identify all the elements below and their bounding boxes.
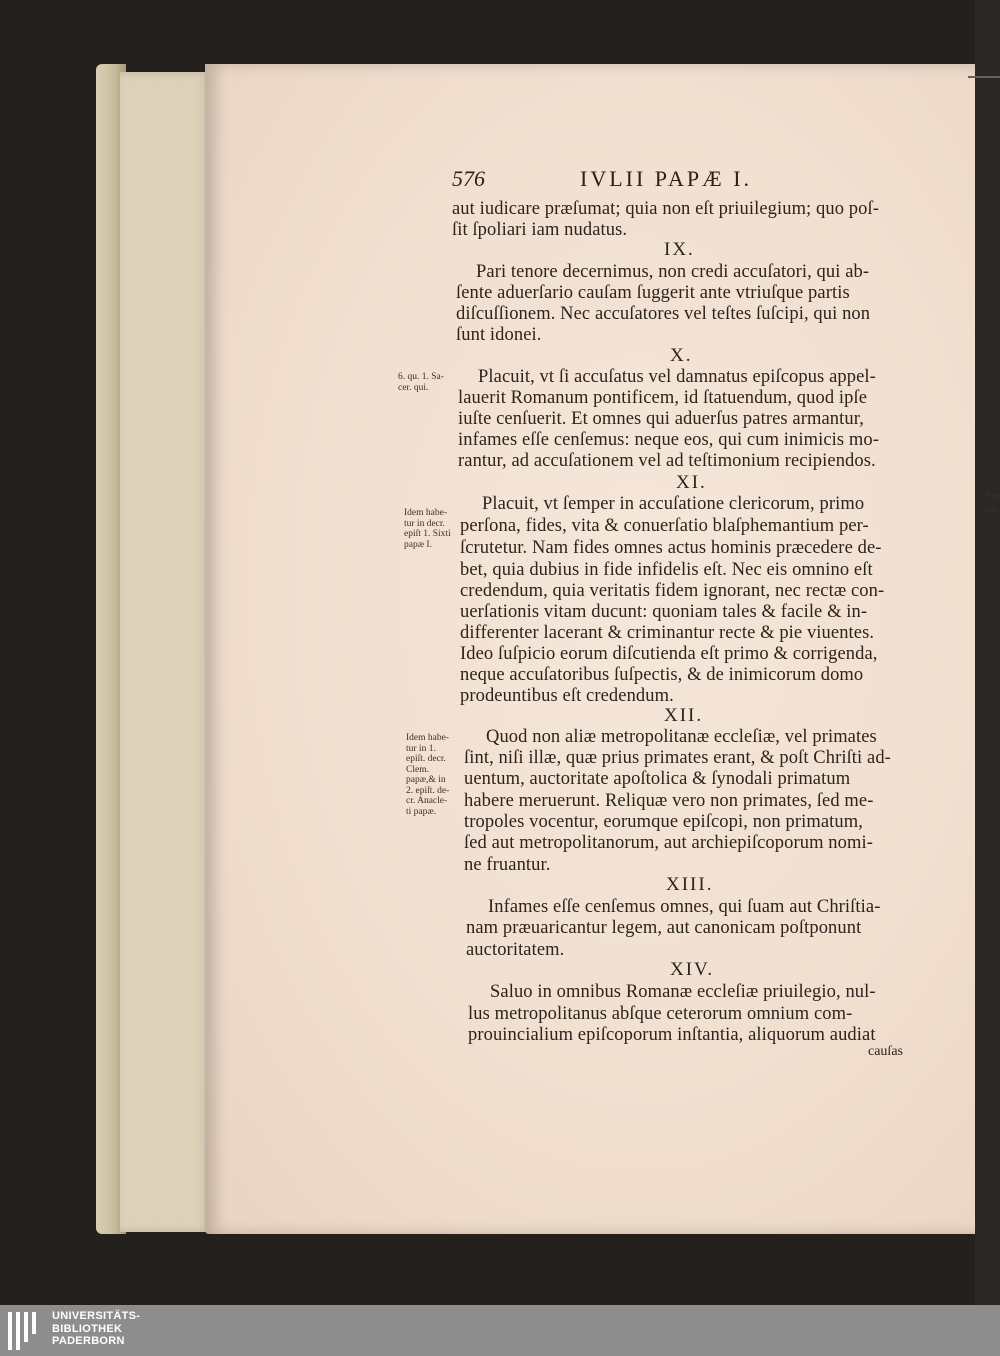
section-numeral: X. [670,345,693,366]
adjacent-fragment-line: *ro [986,492,1000,502]
body-line: rantur, ad accuſationem vel ad teſtimonium recipiendos. [458,451,876,471]
section-numeral: IX. [664,239,695,260]
body-line: Saluo in omnibus Romanæ eccleſiæ priuilegio, nul- [490,982,876,1002]
margin-note [406,733,449,817]
section-numeral: XIII. [666,874,714,895]
adjacent-page-fragment [986,490,1000,518]
body-line: differenter lacerant & criminantur recte & pie viuentes. [460,623,875,643]
body-line: prodeuntibus eſt credendum. [460,686,674,706]
body-line: habere meruerunt. Reliquæ vero non primates, ſed me- [464,791,874,811]
margin-note-line: ti papæ. [406,806,437,817]
body-line: lauerit Romanum pontificem, id ſtatuendum, quod ipſe [458,388,868,408]
body-line: prouincialium epiſcoporum inſtantia, aliquorum audiat [468,1025,876,1045]
margin-note-line: Idem habe- [406,733,449,743]
body-line: Infames eſſe cenſemus omnes, qui ſuam aut Chriſtia- [488,897,881,917]
catchword: cauſas [868,1044,903,1059]
margin-note [398,372,444,393]
body-line: Quod non aliæ metropolitanæ eccleſiæ, vel primates [486,727,877,747]
body-line: credendum, quia veritatis fidem ignorant, nec rectæ con- [460,581,885,601]
margin-note [404,508,451,550]
page-top-rule [968,76,1000,78]
body-line: ſit ſpoliari iam nudatus. [452,220,628,240]
library-logo-icon [8,1312,44,1350]
body-line: bet, quia dubius in fide infidelis eſt. Nec eis omnino eſt [460,560,873,580]
body-line: auctoritatem. [466,940,565,960]
margin-note-line: 6. qu. 1. Sa- [398,372,444,382]
body-line: tropoles vocentur, eorumque epiſcopi, non primatum, [464,812,863,832]
page-edges [120,72,212,1232]
body-line: uentum, auctoritate apoſtolica & ſynodali primatum [464,769,851,789]
margin-note-line: epiſt. decr. [406,754,446,764]
body-line: ſcrutetur. Nam fides omnes actus hominis præcedere de- [460,538,882,558]
margin-note-line: cr. Anacle- [406,796,448,806]
library-name-line: UNIVERSITÄTS- [52,1310,141,1322]
body-line: neque accuſatoribus ſuſpectis, & de inimicorum domo [460,665,864,685]
body-line: Pari tenore decernimus, non credi accuſatori, qui ab- [476,262,870,282]
section-numeral: XI. [676,472,707,493]
body-line: diſcuſſionem. Nec accuſatores vel teſtes ſuſcipi, qui non [456,304,871,324]
margin-note-line: epiſt 1. Sixti [404,529,451,539]
body-line: nam præuaricantur legem, aut canonicam poſtponunt [466,918,862,938]
margin-note-line: tur in 1. [406,743,436,754]
margin-note-line: Idem habe- [404,508,447,518]
page-number: 576 [452,166,485,191]
section-numeral: XII. [664,705,704,726]
margin-note-line: cer. qui. [398,382,429,393]
section-numeral: XIV. [670,959,715,980]
body-line: ne fruantur. [464,855,551,875]
running-header [452,166,912,196]
body-line: ſente aduerſario cauſam ſuggerit ante vtriuſque partis [456,283,850,303]
library-name-line: BIBLIOTHEK [52,1322,123,1335]
body-line: ſunt idonei. [456,325,542,345]
margin-note-line: Clem. [406,764,429,775]
margin-note-line: papæ,& in [406,775,446,785]
adjacent-page-gap [975,0,1000,1305]
body-line: Ideo ſuſpicio eorum diſcutienda eſt primo & corrigenda, [460,644,878,664]
body-line: Placuit, vt ſemper in accuſatione clericorum, primo [482,494,865,514]
body-line: infames eſſe cenſemus: neque eos, qui cum inimicis mo- [458,430,880,450]
body-line: lus metropolitanus abſque ceterorum omnium com- [468,1004,853,1024]
library-name-line: PADERBORN [52,1335,125,1347]
margin-note-line: papæ I. [404,539,432,550]
margin-note-line: tur in decr. [404,518,445,529]
body-line: iuſte cenſuerit. Et omnes qui aduerſus patres armantur, [458,409,864,429]
margin-note-line: 2. epiſt. de- [406,785,450,796]
body-line: perſona, fides, vita & conuerſatio blaſphemantium per- [460,516,869,536]
body-line: ſed aut metropolitanorum, aut archiepiſcoporum nomi- [464,833,874,853]
adjacent-fragment-line: co [986,506,997,516]
body-line: uerſationis vitam ducunt: quoniam tales & facile & in- [460,602,868,622]
body-line: ſint, niſi illæ, quæ prius primates erant, & poſt Chriſti ad- [464,748,891,768]
library-footer-bar [0,1305,1000,1356]
body-line: aut iudicare præſumat; quia non eſt priuilegium; quo poſ- [452,199,879,219]
running-head-title: IVLII PAPÆ I. [580,166,753,191]
body-line: Placuit, vt ſi accuſatus vel damnatus epiſcopus appel- [478,367,876,387]
library-name [52,1310,140,1348]
